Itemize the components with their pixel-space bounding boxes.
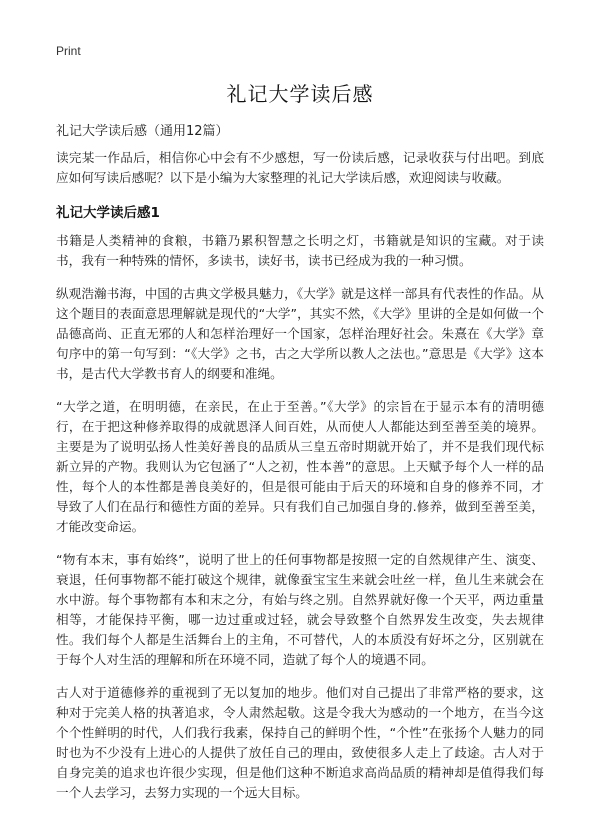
page-title: 礼记大学读后感 bbox=[226, 82, 374, 106]
article-body bbox=[56, 148, 544, 816]
document-subtitle: 礼记大学读后感（通用12篇） bbox=[56, 124, 229, 139]
body-paragraph-5: 古人对于道德修养的重视到了无以复加的地步。他们对自己提出了非常严格的要求，这种对于完美人格的执著追求，令人肃然起敬。这是令我大为感动的一个地方，在当今这个个性鲜明的时代，人们我行我素，保持自己的鲜明个性，“个性”在张扬个人魅力的同时也为不少没有上进心的人提供了放任自己的理由，致使很多人走上了歧途。古人对于自身完美的追求也许很少实现，但是他们这种不断追求高尚品质的精神却是值得我们每一个人去学习，去努力实现的一个远大目标。 bbox=[56, 685, 544, 800]
body-paragraph-4: “物有本末，事有始终”，说明了世上的任何事物都是按照一定的自然规律产生、演变、衰退，任何事物都不能打破这个规律，就像蚕宝宝生来就会吐丝一样，鱼儿生来就会在水中游。每个事物都有本和末之分，有始与终之别。自然界就好像一个天平，两边重量相等，才能保持平衡，哪一边过重或过轻，就会导致整个自然界发生改变，失去规律性。我们每个人都是生活舞台上的主角，不可替代，人的本质没有好坏之分，区别就在于每个人对生活的理解和所在环境不同，造就了每个人的境遇不同。 bbox=[56, 552, 544, 667]
body-paragraph-3: “大学之道，在明明德，在亲民，在止于至善。”《大学》的宗旨在于显示本有的清明德行，在于把这种修养取得的成就恩泽人间百姓，从而使人人都能达到至善至美的境界。主要是为了说明弘扬人性美好善良的品质从三皇五帝时期就开始了，并不是我们现代标新立异的产物。我则认为它包涵了“人之初，性本善”的意思。上天赋予每个人一样的品性，每个人的本性都是善良美好的，但是很可能由于后天的环境和自身的修养不同，才导致了人们在品行和德性方面的差异。只有我们自己加强自身的.修养，做到至善至美，才能改变命运。 bbox=[56, 399, 544, 534]
body-paragraph-1: 书籍是人类精神的食粮，书籍乃累积智慧之长明之灯，书籍就是知识的宝藏。对于读书，我有一种特殊的情怀，多读书，读好书，读书已经成为我的一种习惯。 bbox=[56, 233, 544, 268]
section-heading: 礼记大学读后感1 bbox=[56, 205, 160, 221]
body-paragraph-2: 纵观浩瀚书海，中国的古典文学极具魅力，《大学》就是这样一部具有代表性的作品。从这个题目的表面意思理解就是现代的“大学”，其实不然，《大学》里讲的全是如何做一个品德高尚、正直无邪的人和怎样治理好一个国家，怎样治理好社会。朱熹在《大学》章句序中的第一句写到：“《大学》之书，古之大学所以教人之法也。”意思是《大学》这本书，是古代大学教书育人的纲要和准绳。 bbox=[56, 286, 544, 381]
intro-paragraph: 读完某一作品后，相信你心中会有不少感想，写一份读后感，记录收获与付出吧。到底应如何写读后感呢？以下是小编为大家整理的礼记大学读后感，欢迎阅读与收藏。 bbox=[56, 150, 544, 185]
print-link[interactable]: Print bbox=[56, 44, 81, 58]
